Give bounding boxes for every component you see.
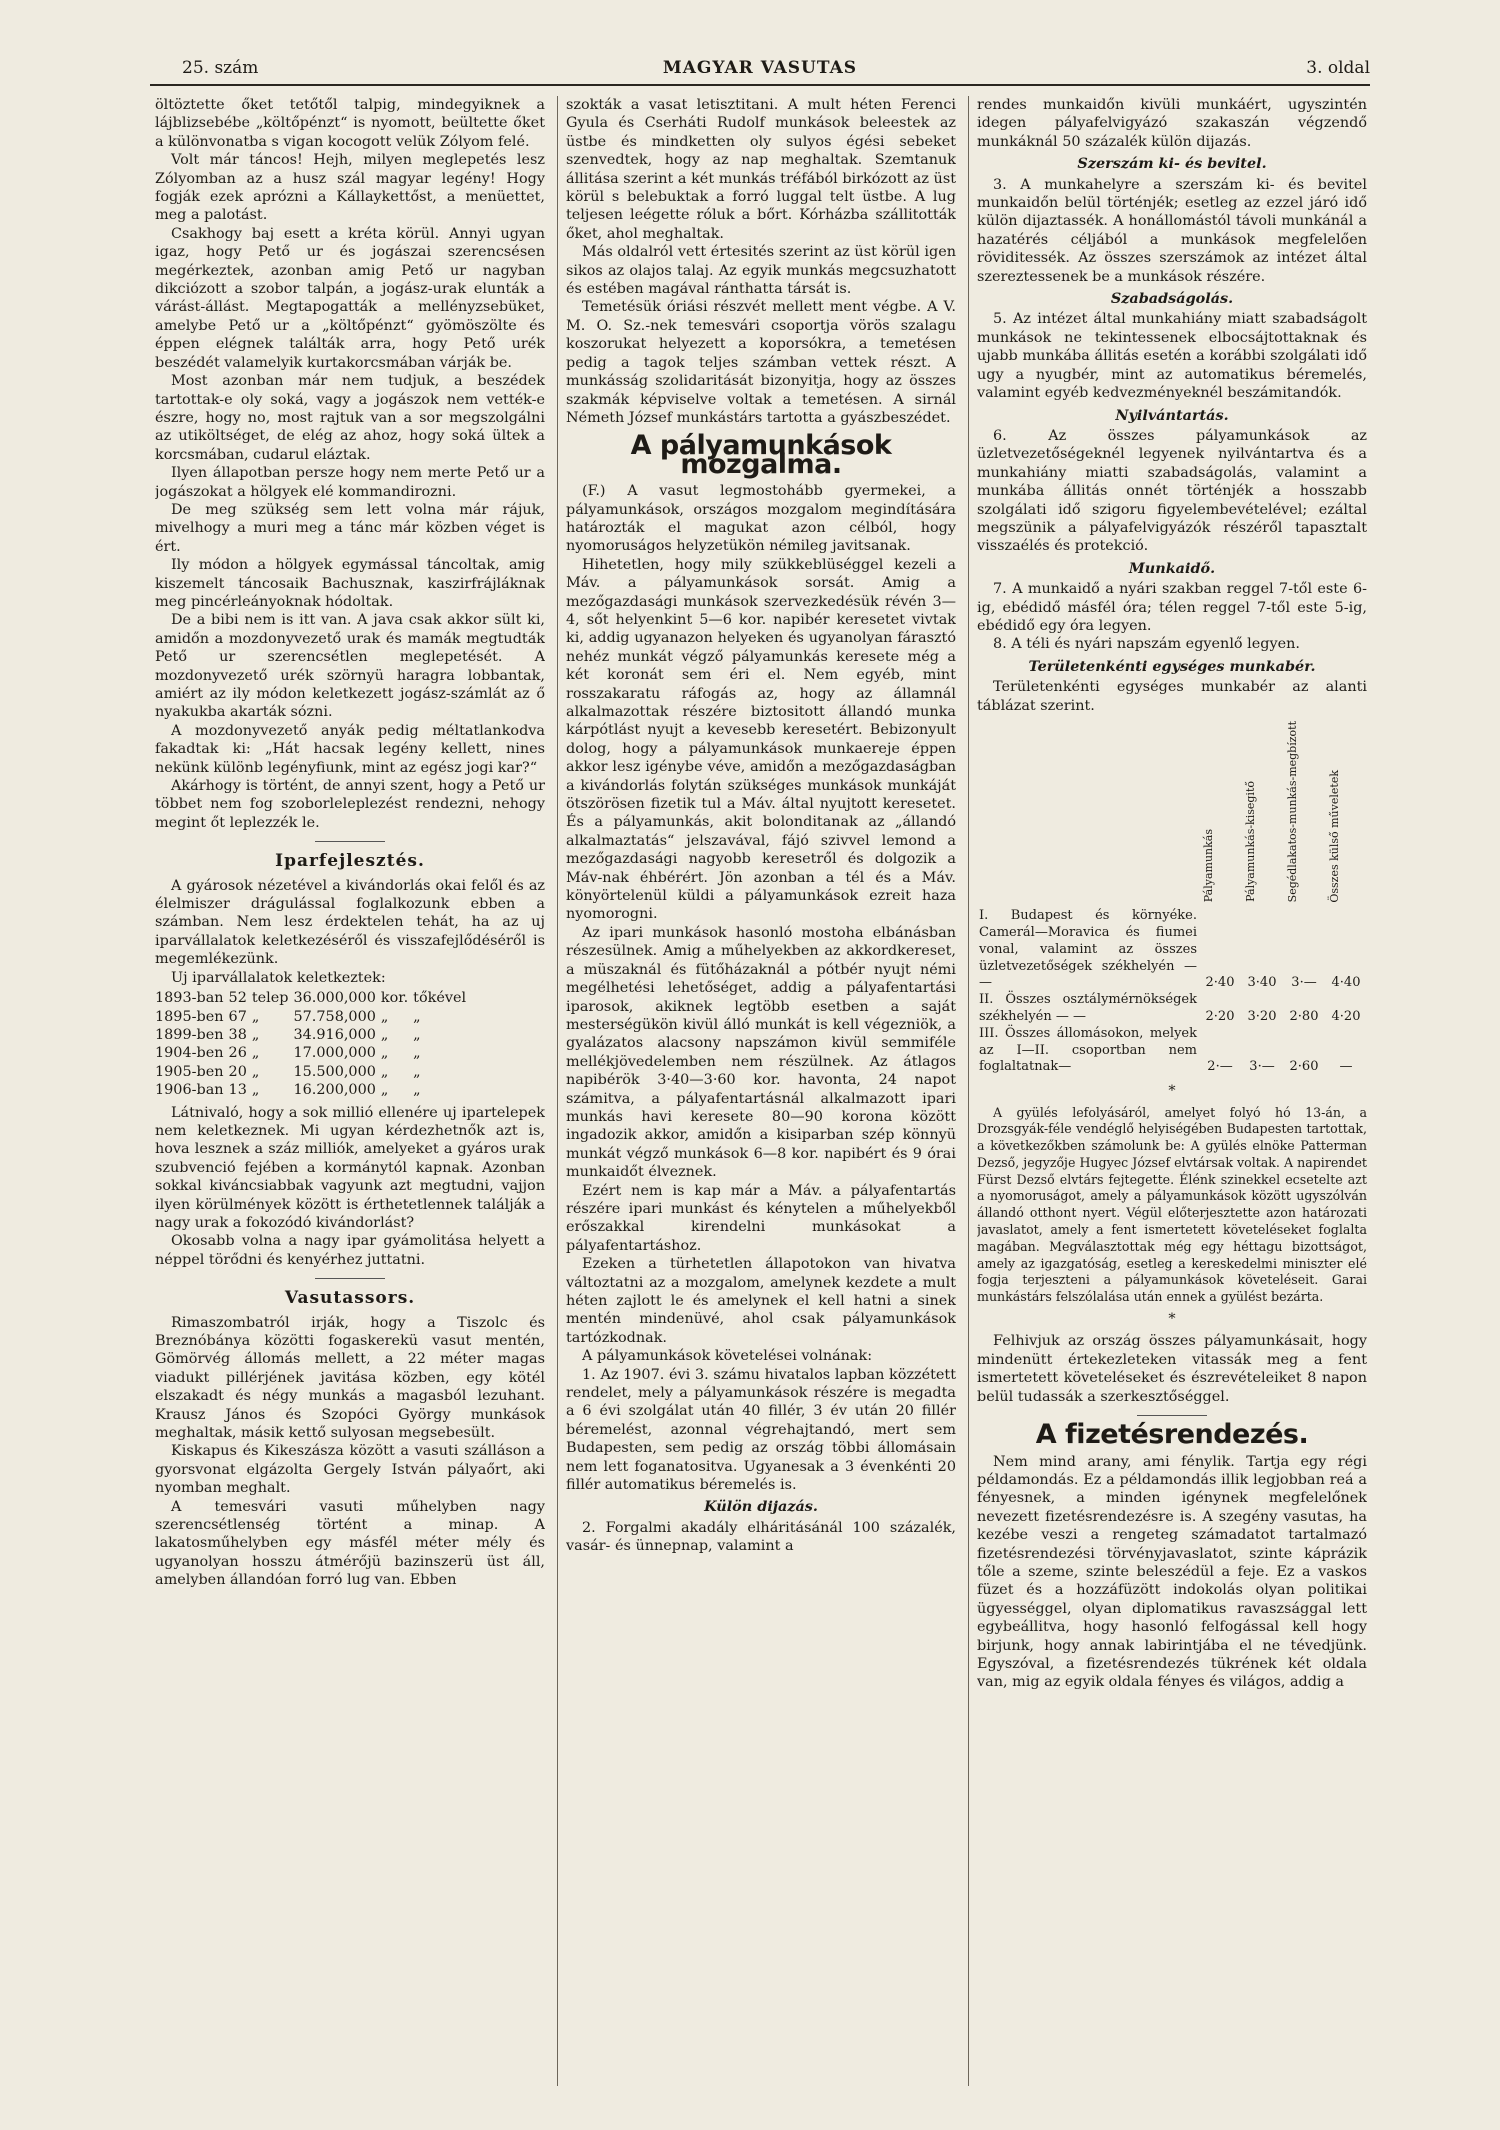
article-paragraph: Nem mind arany, ami fénylik. Tartja egy régi példamondás. Ez a példamondás illik legjobban reá a fényesnek, a minden igénynek megfelelőnek nevezett fizetésrendezésre is. A szegény vasutas, ha kezébe veszi a rengeteg számadatot tartalmazó fizetésrendezési törvényjavaslatot, szinte káprázik tőle a szeme, szinte beleszédül a feje. Ez a vaskos füzet és a hozzáfüzött indokolás olyan politikai ügyességgel, olyan diplomatikus ravaszsággal lett egybeállitva, hogy hasonló felfogással kell hogy birjunk, hogy annak labirintjába el ne tévedjünk. Egyszóval, a fizetésrendezés tükrének két oldala van, mig az egyik oldala fényes és világos, addig a: [977, 1453, 1367, 1691]
section-separator: [315, 841, 385, 842]
page-header: [150, 58, 1370, 86]
article-paragraph: 3. A munkahelyre a szerszám ki- és bevitel munkaidőn belül történjék; esetleg az ezzel járó idő külön dijaztassék. A honállomástól távoli munkánál a hazatérés céljából a munkások megfelelően röviditessék. Az összes szerszámok az intézet által szereztessenek be a munkások részére.: [977, 176, 1367, 285]
article-paragraph: Más oldalról vett értesités szerint az üst körül igen sikos az olajos talaj. Az egyik munkás megcsuzhatott és estében magával ránthatta társát is.: [566, 244, 956, 298]
article-paragraph: rendes munkaidőn kivüli munkáért, ugyszintén idegen pályafelvigyázó szakaszán végzendő munkáknál 50 százalék külön dijazás.: [977, 97, 1367, 150]
table-header-row: [977, 721, 1367, 908]
section-separator: [1137, 1415, 1207, 1416]
section-separator: [315, 1278, 385, 1279]
article-paragraph: 7. A munkaidő a nyári szakban reggel 7-től este 6-ig, ebédidő másfél óra; télen reggel 7-től este 5-ig, ebédidő egy óra legyen.: [977, 581, 1367, 634]
article-paragraph: 5. Az intézet által munkahiány miatt szabadságolt munkások ne tekintessenek elbocsájtottaknak és ujabb munkába állitás esetén a korábbi szolgálati idő ugy a nyugbér, mint az automatikus béremelés, valamint egyéb kedvezményeknél beszámitandók.: [977, 311, 1367, 402]
table-row: 1906-ban 13 „ 16.200,000 „ „: [155, 1082, 421, 1099]
subsection-title-egyseges-munkaber: Területenkénti egységes munkabér.: [1028, 657, 1316, 675]
column-1: [155, 96, 545, 2086]
table-row: 1895-ben 67 „ 57.758,000 „ „: [155, 1008, 421, 1025]
article-paragraph: szokták a vasat letisztitani. A mult héten Ferenci Gyula és Cserháti Rudolf munkások beleestek az üstbe és mindketten oly sulyos égési sebeket szenvedtek, hogy az nap meghaltak. Szemtanuk állitása szerint a két munkás tréfából birkózott az üst körül s belebuktak a forró luggal telt üstbe. A lug teljesen leégette róluk a bőrt. Kórházba szállitották őket, ahol meghaltak.: [566, 97, 956, 242]
article-paragraph: Látnivaló, hogy a sok millió ellenére uj ipartelepek nem keletkeznek. Mi ugyan kérdezhetnők azt is, hova lesznek a száz milliók, amelyeket a gyáros urak szubvenció fejében a kormánytól kapnak. Azonban sokkal kiváncsiabbak vagyunk azt megtudni, vajjon ilyen körülmények között is érthetetlennek találják a nagy urak a fokozódó kivándorlást?: [155, 1104, 545, 1231]
article-paragraph: 8. A téli és nyári napszám egyenlő legyen.: [993, 636, 1300, 653]
article-paragraph: A temesvári vasuti műhelyben nagy szerencsétlenség történt a minap. A lakatosműhelyben egy másfél méter mély és ugyanolyan hosszu átmérőjü bazinszerü üst áll, amelyben állandóan forró lug van. Ebben: [155, 1498, 545, 1589]
column-header: Pályamunkás: [1202, 829, 1215, 903]
star-separator: *: [1168, 1311, 1176, 1328]
issue-number: 25. szám: [182, 58, 259, 78]
subsection-title-szabadsagolas: Szabadságolás.: [1110, 290, 1234, 308]
article-paragraph: Területenkénti egységes munkabér az alanti táblázat szerint.: [977, 679, 1367, 714]
table-row: 1904-ben 26 „ 17.000,000 „ „: [155, 1045, 421, 1062]
article-paragraph: Kiskapus és Kikeszásza között a vasuti szálláson a gyorsvonat elgázolta Gergely István pályaőrt, aki nyomban meghalt.: [155, 1443, 545, 1497]
masthead-title: MAGYAR VASUTAS: [662, 58, 858, 78]
table-row: II. Összes osztálymérnökségek székhelyén — — 2·20 3·20 2·80 4·20: [979, 992, 1361, 1024]
table-row: III. Összes állomásokon, melyek az I—II. csoportban nem foglaltatnak— 2·— 3·— 2·60 —: [979, 1025, 1353, 1075]
section-title-iparfejlesztes: Iparfejlesztés.: [275, 851, 425, 872]
subsection-title-kulon-dijazas: Külön dijazás.: [704, 1498, 818, 1516]
subsection-title-munkaido: Munkaidő.: [1128, 559, 1216, 577]
table-row: 1899-ben 38 „ 34.916,000 „ „: [155, 1026, 421, 1043]
article-paragraph: Hihetetlen, hogy mily szükkeblüséggel kezeli a Máv. a pályamunkások sorsát. Amig a mezőgazdasági munkások szervezkedésük révén 3—4, sőt helyenkint 5—6 kor. napibér keresetet vivtak ki, addig ugyanazon helyeken és ugyanolyan fárasztó nehéz munkát végző pályamunkás keresete még a két koronát sem éri el. Nem egyéb, mint rosszakaratu ráfogás az, hogy az államnál alkalmazottak részére biztositott állandó munka kárpótlást nyujt a kevesebb keresetért. Bebizonyult dolog, hogy a pályamunkások munkaereje éppen akkor lesz igénybe véve, amidőn a mezőgazdaságban a kivándorlás folytán szükséges munkások munkáját ötszörösen fizetik tul a Máv. által nyujtott keresetet. És a pályamunkás, akit bolonditanak az „állandó alkalmaztatás“ jelszavával, fájó szivvel lemond a mezőgazdasági nagyobb keresetről és dolgozik a Máv-nak éhbérért. Jön azonban a tél és a Máv. könyörtelenül küldi a pályamunkások ezreit haza nyomorogni.: [566, 556, 956, 923]
stats-intro: Uj iparvállalatok keletkeztek:: [171, 969, 386, 986]
row-label: II. Összes osztálymérnökségek székhelyén — —: [979, 992, 1197, 1024]
article-paragraph: Akárhogy is történt, de annyi szent, hogy a Pető ur többet nem fog szoborleleplezést rendezni, nehogy megint őt leplezzék le.: [155, 778, 545, 831]
page-number: 3. oldal: [1306, 58, 1370, 78]
article-paragraph: A gyárosok nézetével a kivándorlás okai felől és az élelmiszer drágulással foglalkozunk ebben a számban. Nem lesz érdektelen tehát, ha az uj iparvállalatok keletkezéséről és visszafejlődéséről is megemlékezünk.: [155, 877, 545, 968]
table-row: 1905-ben 20 „ 15.500,000 „ „: [155, 1063, 421, 1080]
row-label: III. Összes állomásokon, melyek az I—II. csoportban nem foglaltatnak—: [979, 1025, 1197, 1075]
star-separator: *: [1168, 1083, 1176, 1100]
column-2: [566, 96, 956, 2086]
table-row: I. Budapest és környéke. Camerál—Moravica és fiumei vonal, valamint az összes üzletvezetőségek székhelyén — — 2·40 3·40 3·— 4·40: [979, 908, 1361, 991]
article-paragraph: Felhivjuk az ország összes pályamunkásait, hogy mindenütt értekezleteken vitassák meg a fent ismertetett követeléseket és észrevételeiket 8 napon belül tudassák a szerkesztőséggel.: [977, 1333, 1367, 1405]
article-paragraph: Rimaszombatról irják, hogy a Tiszolc és Breznóbánya közötti fogaskerekü vasut mentén, Gömörvég állomás mellett, a 22 méter magas viadukt pillérjének javitása közben, egy kötél elszakadt és négy munkás a magasból lezuhant. Krausz János és Szopóci György munkások meghaltak, másik kettő sulyosan megsebesült.: [155, 1314, 545, 1442]
article-paragraph: Volt már táncos! Hejh, milyen meglepetés lesz Zólyomban az a husz szál magyar legény! Hogy fogják ezek aprózni a Kállaykettőst, a menüettet, meg a palotást.: [155, 152, 545, 224]
subsection-title-szerszam: Szerszám ki- és bevitel.: [1077, 155, 1267, 173]
article-paragraph: Okosabb volna a nagy ipar gyámolitása helyett a néppel törődni és kenyérhez juttatni.: [155, 1233, 545, 1268]
article-paragraph: 2. Forgalmi akadály elháritásánál 100 százalék, vasár- és ünnepnap, valamint a: [566, 1519, 956, 1555]
article-paragraph: Ezért nem is kap már a Máv. a pályafentartás részére ipari munkást és kénytelen a műhelyekből erőszakkal kirendelni munkásokat a pályafentartáshoz.: [566, 1182, 956, 1254]
row-label: I. Budapest és környéke. Camerál—Moravica és fiumei vonal, valamint az összes üzletvezetőségek székhelyén — —: [979, 908, 1197, 991]
column-header: Összes külső műveletek: [1328, 769, 1341, 903]
subsection-title-nyilvantartas: Nyilvántartás.: [1115, 406, 1229, 424]
table-row: 1893-ban 52 telep 36.000,000 kor. tőkével: [155, 990, 467, 1007]
article-paragraph: A pályamunkások követelései volnának:: [582, 1348, 873, 1365]
article-paragraph: 6. Az összes pályamunkások az üzletvezetőségeknél legyenek nyilvántartva és a munkahiány miatti szabadságolás, valamint a munkába állitás onnét történjék a hosszabb szolgálati idő szigoru figyelembevételével; ezáltal megszünik a pályafelvigyázók részéről tapasztalt visszaélés és protekció.: [977, 427, 1367, 555]
article-paragraph: A mozdonyvezető anyák pedig méltatlankodva fakadtak ki: „Hát hacsak legény kellett, nines nekünk különb legényfiunk, mint az egész jogi kar?“: [155, 722, 545, 776]
article-paragraph: De a bibi nem is itt van. A java csak akkor sült ki, amidőn a mozdonyvezető urak és mamák megtudták Pető ur szerencsétlen meglepetését. A mozdonyvezető urék szörnyü haragra lobbantak, amiért az ily módon keletkezett jogász-számlát az ő nyakukba akarták sózni.: [155, 612, 545, 721]
article-paragraph: De meg szükség sem lett volna már rájuk, mivelhogy a muri meg a tánc már közben véget is ért.: [155, 501, 545, 555]
article-paragraph: öltöztette őket tetőtől talpig, mindegyiknek a lájblizsebébe „költőpénzt“ is nyomott, beültette őket a különvonatba s vigan kocogott velük Zólyom felé.: [155, 97, 545, 150]
article-paragraph: Temetésük óriási részvét mellett ment végbe. A V. M. O. Sz.-nek temesvári csoportja vörös szalagu koszorukat helyezett a koporsókra, a temetésen pedig a tagok teljes számban vettek részt. A munkásság szolidaritását bizonyitja, hogy az összes szakmák képviselve voltak a temetésen. A sirnál Németh József munkástárs tartotta a gyászbeszédet.: [566, 299, 956, 426]
article-paragraph: Ezeken a türhetetlen állapotokon van hivatva változtatni az a mozgalom, amelynek kezdete a mult héten zajlott le és amelynek el kell hatni a sinek mentén mindenüvé, ahol csak pályamunkások tartózkodnak.: [566, 1256, 956, 1346]
column-divider: [557, 96, 558, 2086]
article-paragraph: (F.) A vasut legmostohább gyermekei, a pályamunkások, országos mozgalom megindítására határozták el magukat azon célból, hogy nyomoruságos helyzetükön némileg javitsanak.: [566, 483, 956, 555]
wage-table: [977, 721, 1367, 1076]
column-divider: [968, 96, 969, 2086]
column-3: [977, 96, 1367, 2086]
article-paragraph: A gyülés lefolyásáról, amelyet folyó hó 13-án, a Drozsgyák-féle vendéglő helyiségében Budapesten tartottak, a következőkben számolunk be: A gyülés elnöke Patterman Dezső, jegyzője Hugyec József elvtársak voltak. A napirendet Fürst Dezső elvtárs fejtegette. Élénk szinekkel ecsetelte azt a nyomoruságot, amely a pályamunkások között ugyszólván állandó otthont nyert. Végül előterjesztette azon határozati javaslatot, amely a fent ismertetett követeléseket foglalta magában. Megválasztottak még egy héttagu bizottságot, amely az igazgatóság, esetleg a kereskedelmi miniszter elé fogja terjeszteni a pályamunkások követeléseit. Garai munkástárs felszólalása után ennek a gyülést bezárta.: [977, 1104, 1367, 1305]
section-title-palyamunkasok: A pályamunkások mozgalma.: [630, 430, 892, 480]
section-title-vasutassors: Vasutassors.: [284, 1288, 416, 1309]
article-paragraph: 1. Az 1907. évi 3. számu hivatalos lapban közzétett rendelet, mely a pályamunkások részére is megadta a 6 évi szolgálat után 40 fillér, 3 év után 20 fillér béremelést, azonnal végrehajtandó, mert sem Budapesten, sem pedig az ország többi állomásain nem lett foganatositva. Ugyanesak a 3 évenkénti 20 fillér automatikus béremelés is.: [566, 1366, 956, 1494]
article-paragraph: Csakhogy baj esett a kréta körül. Annyi ugyan igaz, hogy Pető ur és jogászai szerencsésen megérkeztek, azonban amig Pető ur nagyban dikciózott a szobor talpán, a jogász-urak elunták a várást-állást. Megtapogatták a mellényzsebüket, amelybe Pető ur a „költőpénzt“ gyömöszölte és éppen elégnek találták arra, hogy Pető urék beszédét valamelyik kurtakorcsmában várják be.: [155, 225, 545, 371]
article-paragraph: Ilyen állapotban persze hogy nem merte Pető ur a jogászokat a hölgyek elé kommandirozni.: [155, 465, 545, 500]
column-header: Pályamunkás-kisegitő: [1244, 781, 1257, 903]
article-paragraph: Az ipari munkások hasonló mostoha elbánásban részesülnek. Amig a műhelyekben az akkordkereset, a müszaknál és fütőházaknál a pótbér nyujt némi megélhetési lehetőséget, addig a pályafentartási iparosok, akiknek legtöbb esetben a saját mesterségükön kivül álló munkát is kell végezniök, a gyalázatos alacsony napszámon kivül semmiféle mellékjövedelemben nem részülnek. Az átlagos napibérök 3·40—3·60 kor. havonta, 24 napot számitva, a pályafentartásnál alkalmazott ipari munkás havi keresete 80—90 korona között ingadozik akkor, amidőn a kisiparban szép könnyü munkát végző munkások 6—8 kor. napibért és 9 órai munkaidőt élveznek.: [566, 924, 956, 1181]
column-header: Segédlakatos-munkás-megbízott: [1286, 721, 1299, 903]
industry-stats-table: [155, 989, 471, 1099]
article-paragraph: Ily módon a hölgyek egymással táncoltak, amig kiszemelt táncosaik Bachusznak, kaszirfrájláknak meg pincérleányoknak hódoltak.: [155, 557, 545, 610]
article-paragraph: Most azonban már nem tudjuk, a beszédek tartottak-e oly soká, vagy a jogászok nem vették-e észre, hogy no, most rajtuk van a sor megszolgálni az utiköltséget, de elég az ahoz, hogy soká ültek a korcsmában, cudarul eláztak.: [155, 373, 545, 463]
section-title-fizetesrendezes: A fizetésrendezés.: [1035, 1419, 1309, 1451]
